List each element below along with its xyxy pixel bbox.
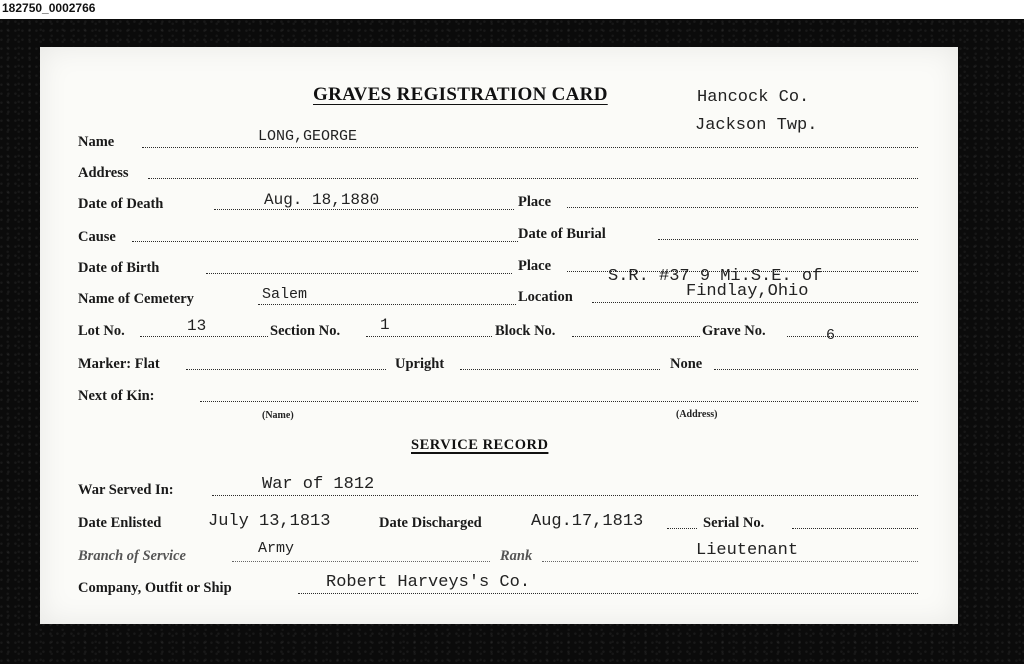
branch-value: Army [258,540,295,557]
lot-value: 13 [187,317,207,335]
graves-registration-card [40,47,958,624]
address-label: Address [78,165,129,181]
company-line [298,593,918,594]
date-of-death-label: Date of Death [78,196,164,212]
date-enlisted-value: July 13,1813 [208,512,331,531]
upright-label: Upright [395,356,445,372]
date-of-birth-label: Date of Birth [78,260,160,276]
date-enlisted-label: Date Enlisted [78,515,162,531]
service-record-heading: SERVICE RECORD [411,437,549,453]
name-label: Name [78,134,115,150]
none-line [714,369,918,370]
date-of-death-line [214,209,514,210]
location-line1-value: S.R. #37 9 Mi.S.E. of [608,267,823,286]
place-line [567,207,918,208]
serial-line [792,528,918,529]
location-label: Location [518,289,573,305]
date-of-birth-line [206,273,512,274]
lot-line [140,336,268,337]
date-discharged-label: Date Discharged [379,515,482,531]
marker-flat-line [186,369,386,370]
location-line2-value: Findlay,Ohio [686,282,809,301]
kin-name-caption: (Name) [262,410,294,421]
company-label: Company, Outfit or Ship [78,580,232,596]
township-value: Jackson Twp. [695,116,818,135]
branch-label: Branch of Service [78,548,186,564]
war-served-label: War Served In: [78,482,174,498]
serial-label: Serial No. [703,515,765,531]
location-line [592,302,918,303]
card-title: GRAVES REGISTRATION CARD [313,84,608,105]
date-of-death-value: Aug. 18,1880 [264,191,380,209]
date-of-burial-line [658,239,918,240]
date-discharged-line [667,528,697,529]
rank-value: Lieutenant [696,541,799,560]
upright-line [460,369,660,370]
date-discharged-value: Aug.17,1813 [531,512,644,531]
branch-line [232,561,490,562]
marker-flat-label: Marker: Flat [78,356,160,372]
grave-value: 6 [826,327,836,344]
next-of-kin-line [200,401,918,402]
section-line [366,336,492,337]
cause-label: Cause [78,229,116,245]
grave-label: Grave No. [702,323,766,339]
section-label: Section No. [270,323,341,339]
county-value: Hancock Co. [697,88,810,107]
name-line [142,147,918,148]
war-served-line [212,495,918,496]
block-line [572,336,700,337]
date-of-burial-label: Date of Burial [518,226,606,242]
block-label: Block No. [495,323,556,339]
place-label: Place [518,194,552,210]
kin-address-caption: (Address) [676,409,718,420]
none-label: None [670,356,703,372]
image-id-label: 182750_0002766 [2,1,96,15]
rank-line [542,561,918,562]
cause-line [132,241,518,242]
lot-label: Lot No. [78,323,125,339]
cemetery-value: Salem [262,286,308,303]
war-served-value: War of 1812 [262,475,375,494]
cemetery-line [258,304,516,305]
address-line [148,178,918,179]
rank-label: Rank [500,548,533,564]
next-of-kin-label: Next of Kin: [78,388,155,404]
company-value: Robert Harveys's Co. [326,573,531,592]
grave-line [787,336,918,337]
section-value: 1 [380,316,390,334]
birth-place-label: Place [518,258,552,274]
name-value: LONG,GEORGE [258,128,358,145]
cemetery-label: Name of Cemetery [78,291,194,307]
